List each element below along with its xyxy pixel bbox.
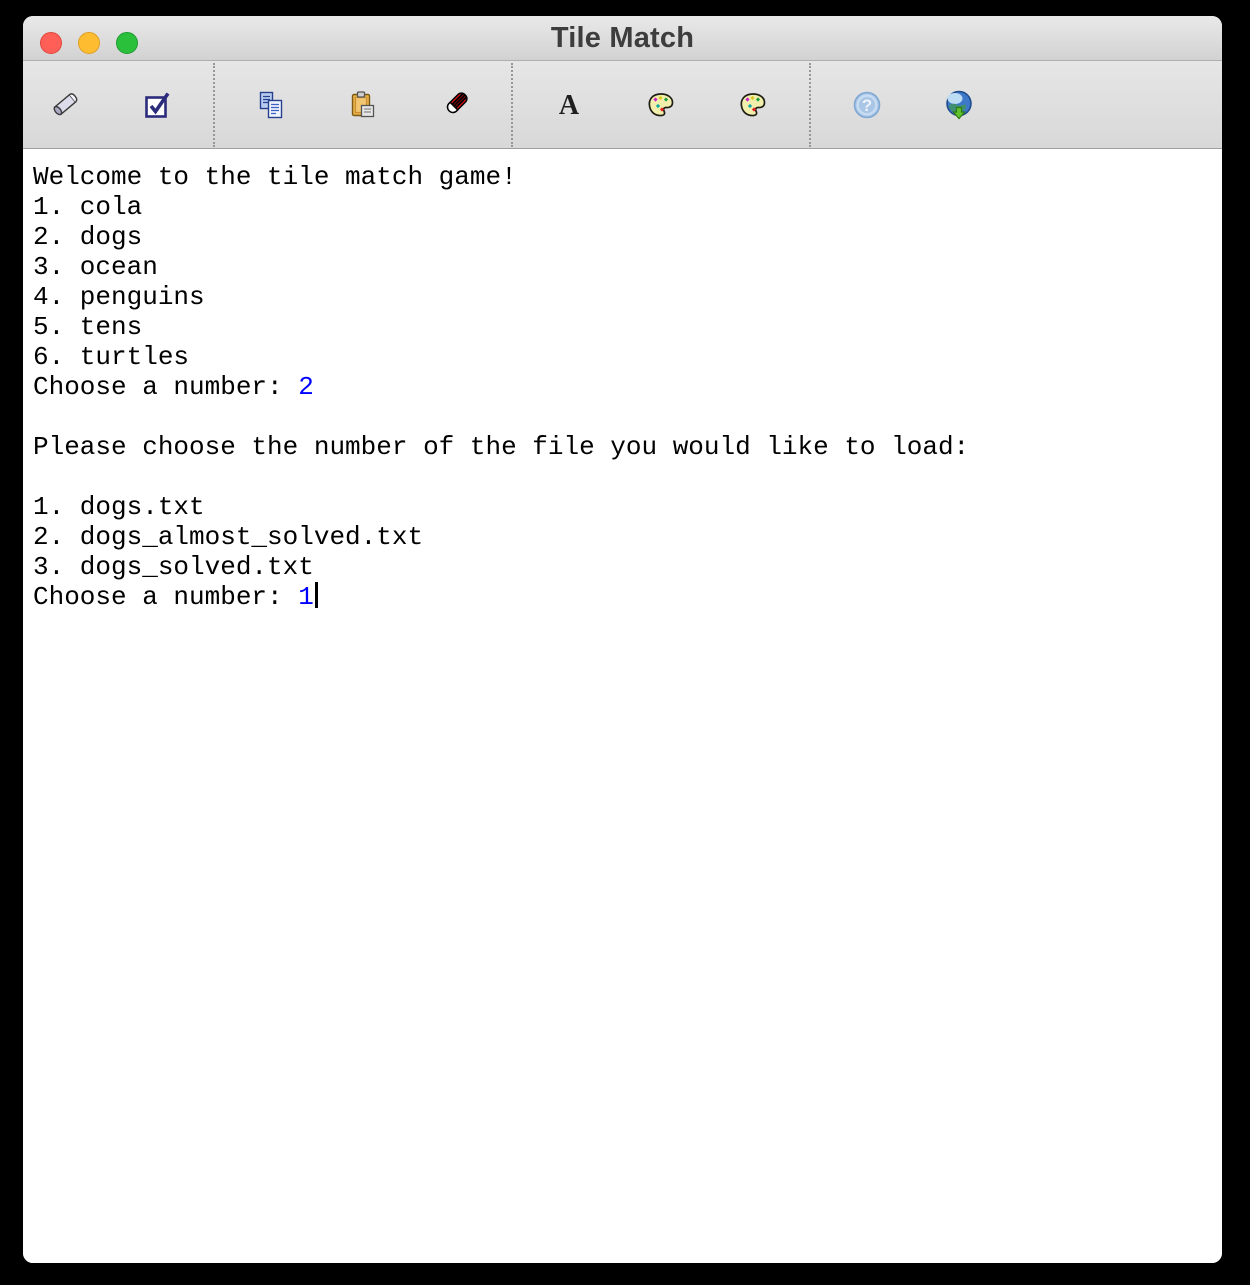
paste-button[interactable] bbox=[333, 73, 393, 137]
font-icon bbox=[553, 89, 585, 121]
window-title: Tile Match bbox=[550, 21, 695, 54]
console-line bbox=[33, 252, 1212, 282]
program-output-text: 5. tens bbox=[33, 312, 143, 342]
console-line bbox=[33, 192, 1212, 222]
toolbar-group-run bbox=[35, 73, 187, 137]
web-icon bbox=[943, 89, 975, 121]
console-line bbox=[33, 432, 1212, 462]
help-icon bbox=[851, 89, 883, 121]
program-output-text: Choose a number: bbox=[33, 582, 299, 612]
copy-button[interactable] bbox=[241, 73, 301, 137]
script-button[interactable] bbox=[35, 73, 95, 137]
program-output-text: 3. ocean bbox=[33, 252, 158, 282]
console-line bbox=[33, 372, 1212, 402]
console-line bbox=[33, 552, 1212, 582]
program-output-text: 4. penguins bbox=[33, 282, 205, 312]
console-line bbox=[33, 162, 1212, 192]
foreground-palette-icon bbox=[645, 89, 677, 121]
user-input-text: 1 bbox=[298, 582, 314, 612]
toolbar-group-help bbox=[837, 73, 989, 137]
console-output[interactable] bbox=[23, 149, 1222, 1263]
checkbox-icon bbox=[141, 89, 173, 121]
app-window bbox=[23, 16, 1222, 1263]
background-palette-icon bbox=[737, 89, 769, 121]
foreground-color-button[interactable] bbox=[631, 73, 691, 137]
script-icon bbox=[49, 89, 81, 121]
title-bar[interactable] bbox=[23, 16, 1222, 61]
user-input-text: 2 bbox=[298, 372, 314, 402]
background-color-button[interactable] bbox=[723, 73, 783, 137]
program-output-text: 2. dogs bbox=[33, 222, 143, 252]
paste-icon bbox=[347, 89, 379, 121]
program-output-text: 6. turtles bbox=[33, 342, 190, 372]
console-line bbox=[33, 492, 1212, 522]
console-line bbox=[33, 522, 1212, 552]
program-output-text: 1. dogs.txt bbox=[33, 492, 205, 522]
program-output-text: Choose a number: bbox=[33, 372, 299, 402]
program-output-text: 2. dogs_almost_solved.txt bbox=[33, 522, 424, 552]
copy-icon bbox=[255, 89, 287, 121]
console-line bbox=[33, 282, 1212, 312]
console-line bbox=[33, 582, 1212, 612]
program-output-text: Please choose the number of the file you would like to load: bbox=[33, 432, 970, 462]
help-button[interactable] bbox=[837, 73, 897, 137]
toolbar-separator bbox=[213, 63, 215, 147]
web-button[interactable] bbox=[929, 73, 989, 137]
checkbox-button[interactable] bbox=[127, 73, 187, 137]
console-line bbox=[33, 462, 1212, 492]
text-caret bbox=[315, 582, 318, 608]
toolbar-separator bbox=[511, 63, 513, 147]
console-line bbox=[33, 312, 1212, 342]
svg-text:?: ? bbox=[861, 95, 873, 115]
font-button[interactable] bbox=[539, 73, 599, 137]
eraser-button[interactable] bbox=[425, 73, 485, 137]
program-output-text: 3. dogs_solved.txt bbox=[33, 552, 314, 582]
console-line bbox=[33, 402, 1212, 432]
program-output-text: Welcome to the tile match game! bbox=[33, 162, 517, 192]
toolbar-group-edit bbox=[241, 73, 485, 137]
console-line bbox=[33, 222, 1212, 252]
toolbar-group-appearance bbox=[539, 73, 783, 137]
eraser-icon bbox=[438, 88, 472, 122]
toolbar bbox=[23, 61, 1222, 149]
program-output-text: 1. cola bbox=[33, 192, 143, 222]
toolbar-separator bbox=[809, 63, 811, 147]
console-line bbox=[33, 342, 1212, 372]
svg-text:A: A bbox=[558, 89, 580, 121]
